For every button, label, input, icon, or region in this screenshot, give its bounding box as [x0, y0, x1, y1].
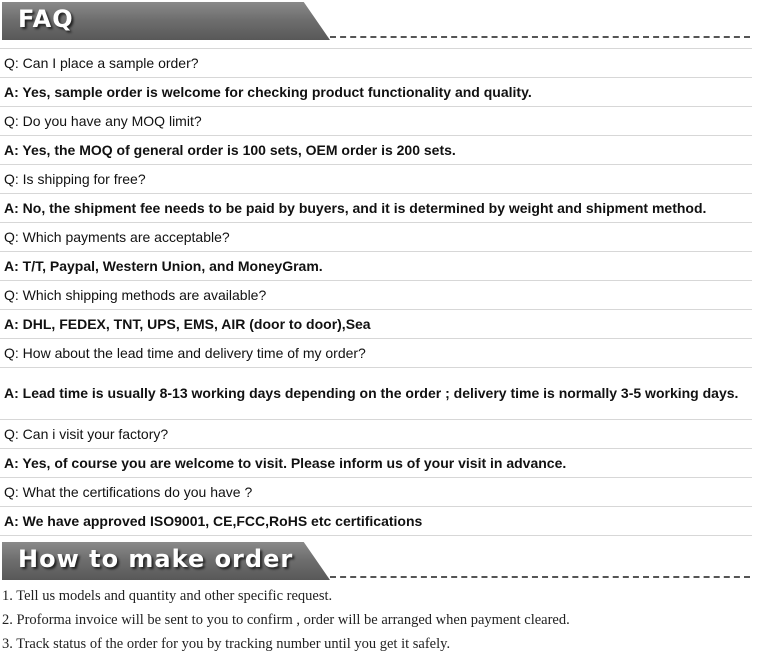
- faq-answer: A: DHL, FEDEX, TNT, UPS, EMS, AIR (door to door),Sea: [0, 310, 752, 339]
- faq-banner: [0, 0, 762, 42]
- faq-question: Q: Is shipping for free?: [0, 165, 752, 194]
- faq-question: Q: Do you have any MOQ limit?: [0, 107, 752, 136]
- order-step: 3. Track status of the order for you by tracking number until you get it safely.: [2, 636, 451, 652]
- faq-heading: FAQ: [18, 5, 74, 33]
- faq-answer: A: Yes, of course you are welcome to visit. Please inform us of your visit in advance.: [0, 449, 752, 478]
- faq-answer: A: We have approved ISO9001, CE,FCC,RoHS etc certifications: [0, 507, 752, 536]
- order-step: 1. Tell us models and quantity and other specific request.: [2, 588, 333, 604]
- order-banner-dashed-rule: [330, 576, 750, 578]
- order-banner: [0, 540, 762, 582]
- faq-banner-dashed-rule: [330, 36, 750, 38]
- faq-answer: A: T/T, Paypal, Western Union, and MoneyGram.: [0, 252, 752, 281]
- faq-question: Q: Which shipping methods are available?: [0, 281, 752, 310]
- faq-question: Q: Which payments are acceptable?: [0, 223, 752, 252]
- faq-answer: A: Yes, sample order is welcome for checking product functionality and quality.: [0, 78, 752, 107]
- order-heading: How to make order: [18, 545, 294, 573]
- order-steps: [0, 584, 570, 656]
- faq-question: Q: What the certifications do you have ?: [0, 478, 752, 507]
- faq-question: Q: How about the lead time and delivery time of my order?: [0, 339, 752, 368]
- faq-question: Q: Can i visit your factory?: [0, 420, 752, 449]
- faq-answer: A: Yes, the MOQ of general order is 100 sets, OEM order is 200 sets.: [0, 136, 752, 165]
- order-step: 2. Proforma invoice will be sent to you to confirm , order will be arranged when payment cleared.: [2, 612, 570, 628]
- faq-answer: A: Lead time is usually 8-13 working days depending on the order ; delivery time is normally 3-5 working days.: [0, 368, 752, 420]
- faq-list: [0, 48, 752, 536]
- faq-question: Q: Can I place a sample order?: [0, 49, 752, 78]
- faq-answer: A: No, the shipment fee needs to be paid by buyers, and it is determined by weight and shipment method.: [0, 194, 752, 223]
